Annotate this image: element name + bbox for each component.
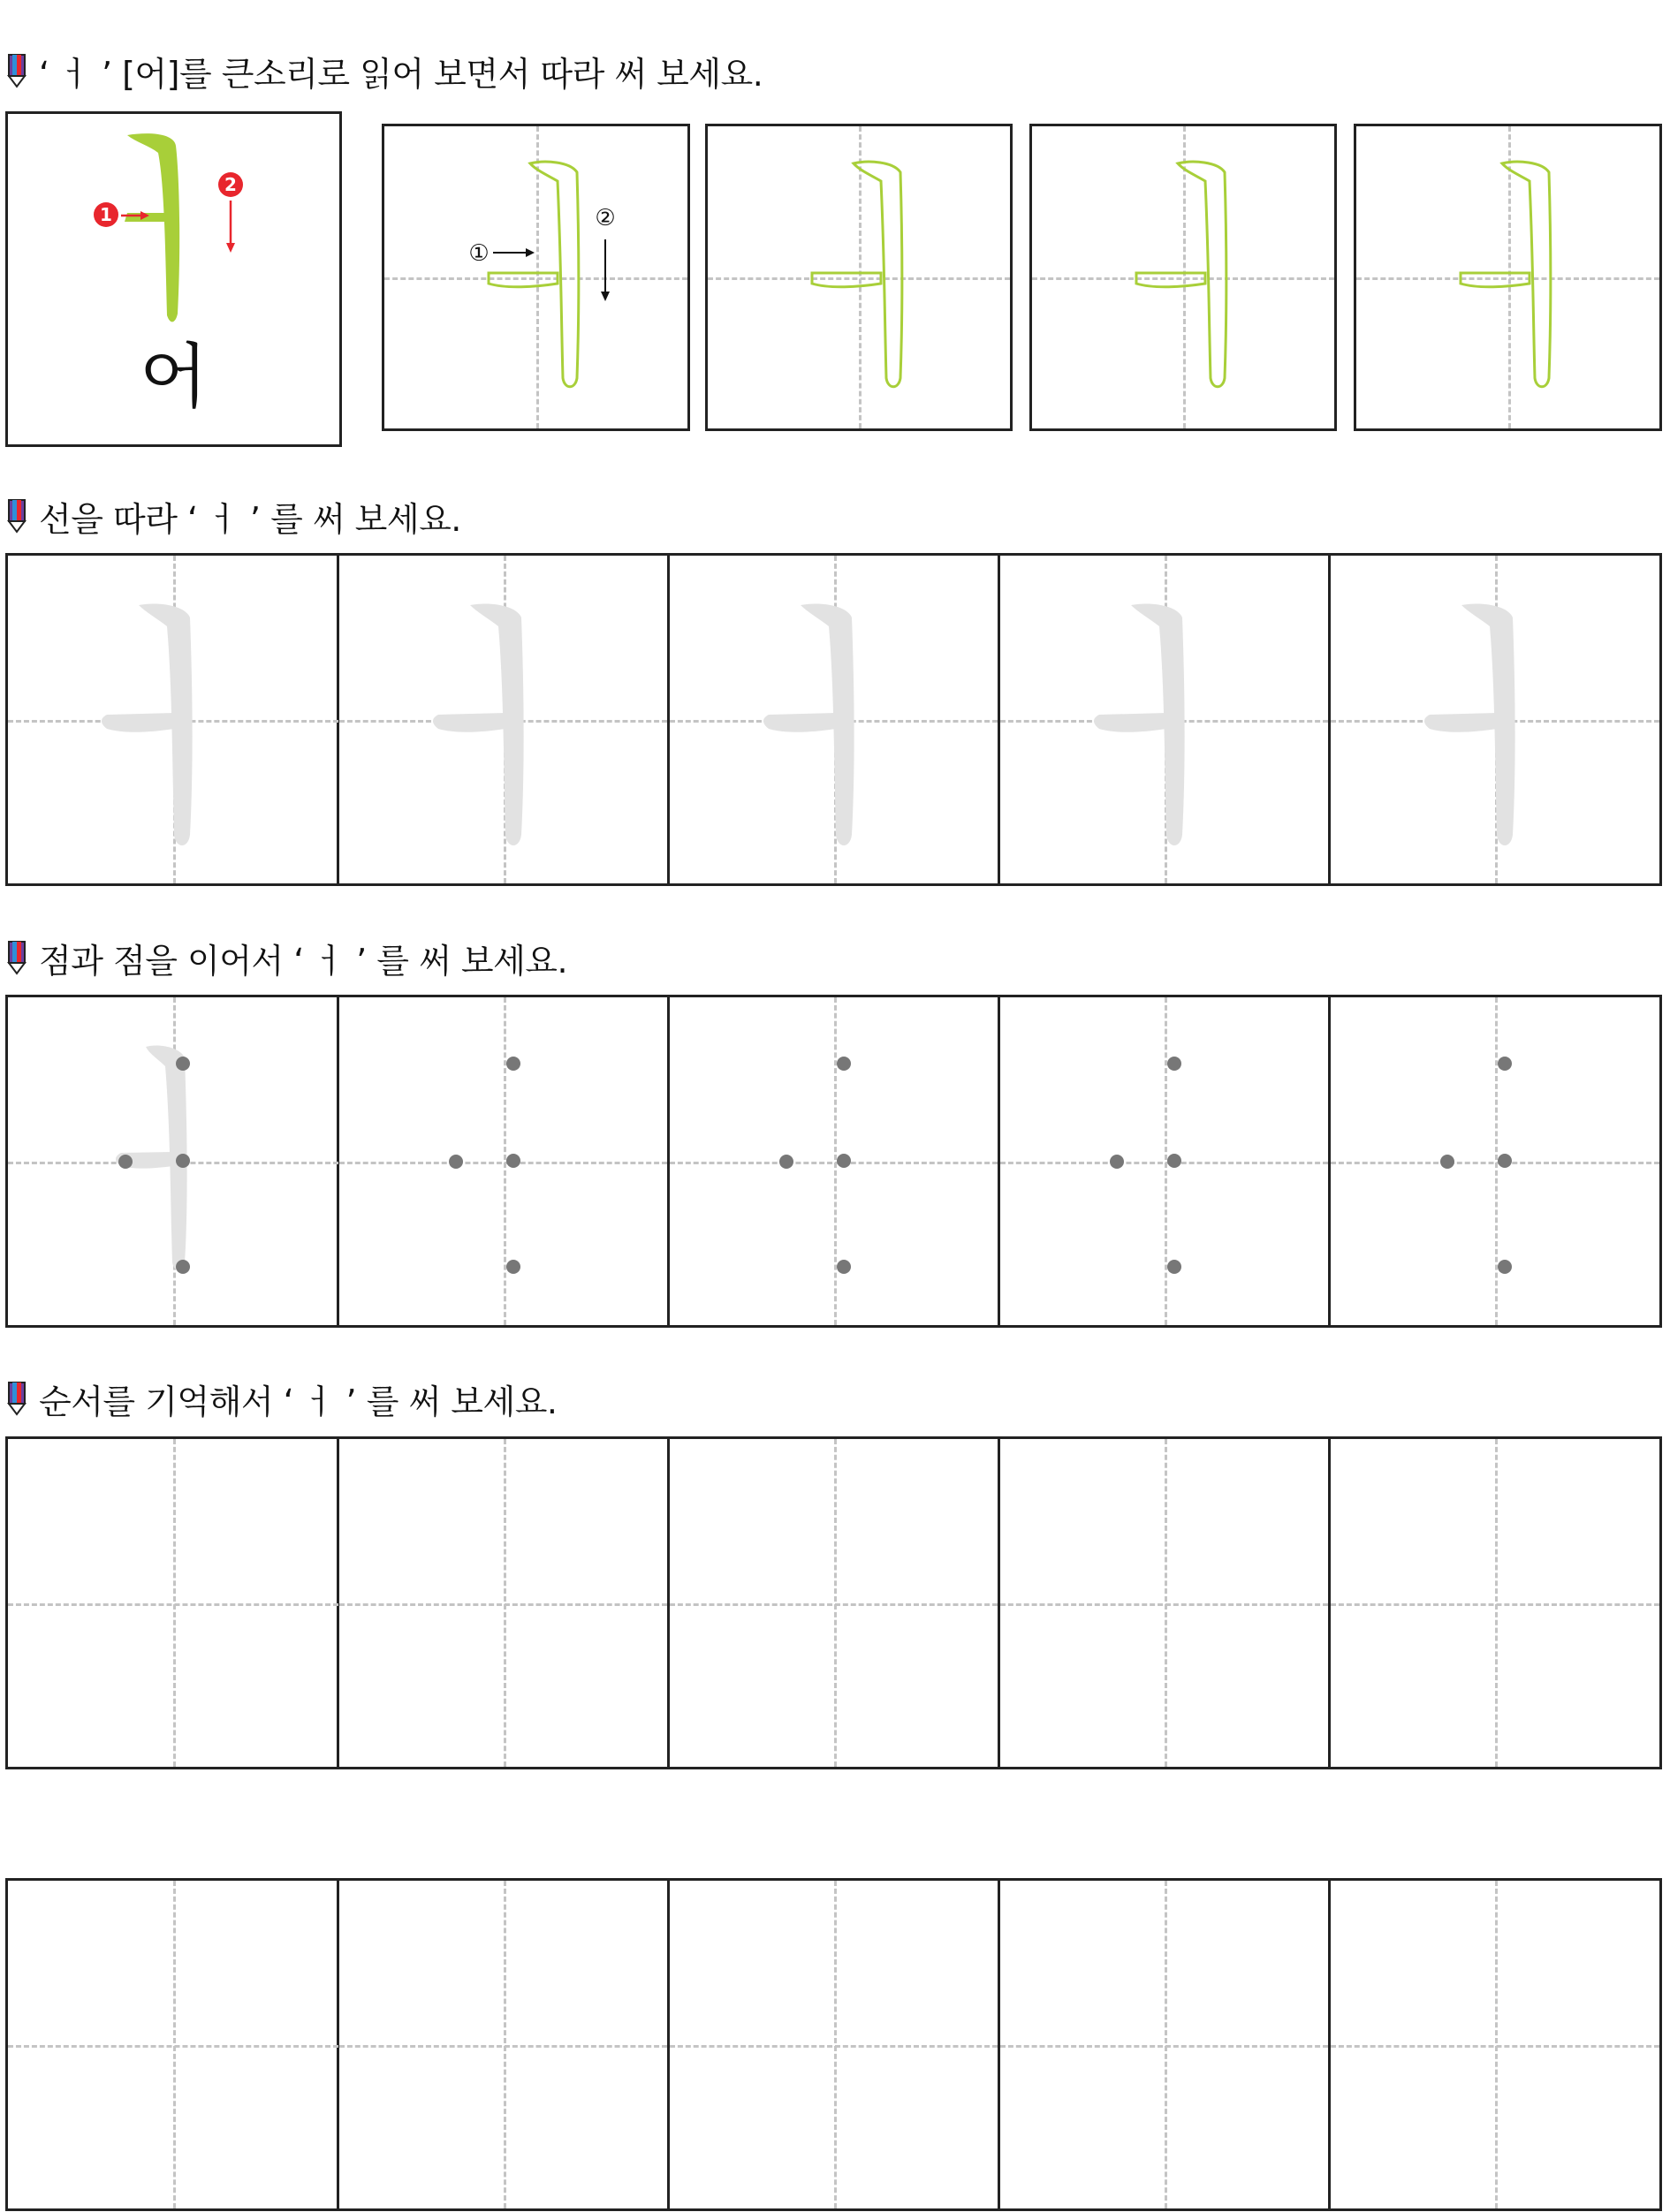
- outline-eo-glyph: [1356, 126, 1659, 428]
- instruction-text: 점과 점을 이어서 ‘ ㅓ ’ 를 써 보세요.: [39, 941, 568, 981]
- blank-cell[interactable]: [339, 1439, 667, 1767]
- blank-cell[interactable]: [339, 1881, 667, 2208]
- pencil-icon: [7, 940, 27, 975]
- dots-cell-5[interactable]: [1331, 997, 1659, 1325]
- dots-eo-points: [339, 997, 667, 1325]
- dots-eo-points: [1331, 997, 1659, 1325]
- pencil-icon: [7, 498, 27, 534]
- order-mark-1: ①: [468, 240, 490, 267]
- outline-box-4: [1354, 124, 1662, 431]
- trace-cell-3[interactable]: [670, 556, 998, 883]
- instruction-text: ‘ ㅓ ’ [어]를 큰소리로 읽어 보면서 따라 써 보세요.: [39, 54, 763, 94]
- dots-eo-points: [670, 997, 998, 1325]
- pencil-icon: [7, 53, 27, 88]
- outline-eo-glyph: [384, 126, 687, 428]
- instruction-text: 순서를 기억해서 ‘ ㅓ ’ 를 써 보세요.: [39, 1382, 558, 1421]
- sample-letter-box: [5, 111, 342, 447]
- pencil-icon: [7, 1381, 27, 1416]
- dots-eo-glyph: [8, 997, 338, 1325]
- trace-cell-1[interactable]: [8, 556, 338, 883]
- dots-cell-2[interactable]: [339, 997, 667, 1325]
- instruction-text: 선을 따라 ‘ ㅓ ’ 를 써 보세요.: [39, 499, 461, 539]
- order-mark-2: ②: [595, 205, 616, 231]
- outline-eo-glyph: [1032, 126, 1334, 428]
- instruction-trace: [7, 491, 461, 541]
- blank-cell[interactable]: [1331, 1881, 1659, 2208]
- dots-row: [5, 995, 1662, 1328]
- outline-eo-glyph: [708, 126, 1010, 428]
- blank-cell[interactable]: [1000, 1881, 1328, 2208]
- svg-text:1: 1: [100, 204, 112, 225]
- blank-cell[interactable]: [8, 1881, 338, 2208]
- blank-cell[interactable]: [1331, 1439, 1659, 1767]
- trace-row: [5, 553, 1662, 886]
- outline-box-2: [705, 124, 1013, 431]
- dots-cell-3[interactable]: [670, 997, 998, 1325]
- dots-eo-points: [1000, 997, 1328, 1325]
- memory-row-1: [5, 1436, 1662, 1769]
- blank-cell[interactable]: [8, 1439, 338, 1767]
- trace-cell-4[interactable]: [1000, 556, 1328, 883]
- blank-cell[interactable]: [1000, 1439, 1328, 1767]
- trace-eo-glyph: [1000, 556, 1328, 883]
- outline-box-3: [1029, 124, 1337, 431]
- instruction-read: [7, 46, 763, 95]
- trace-eo-glyph: [1331, 556, 1659, 883]
- trace-cell-2[interactable]: [339, 556, 667, 883]
- trace-eo-glyph: [8, 556, 338, 883]
- blank-cell[interactable]: [670, 1881, 998, 2208]
- instruction-dots: [7, 933, 567, 982]
- trace-eo-glyph: [670, 556, 998, 883]
- instruction-memory: [7, 1374, 558, 1423]
- memory-row-2: [5, 1878, 1662, 2211]
- svg-text:2: 2: [224, 174, 237, 195]
- outline-box-1: [382, 124, 690, 431]
- dots-cell-4[interactable]: [1000, 997, 1328, 1325]
- dots-cell-1[interactable]: [8, 997, 338, 1325]
- trace-eo-glyph: [339, 556, 667, 883]
- blank-cell[interactable]: [670, 1439, 998, 1767]
- sample-syllable: 어: [139, 336, 209, 418]
- trace-cell-5[interactable]: [1331, 556, 1659, 883]
